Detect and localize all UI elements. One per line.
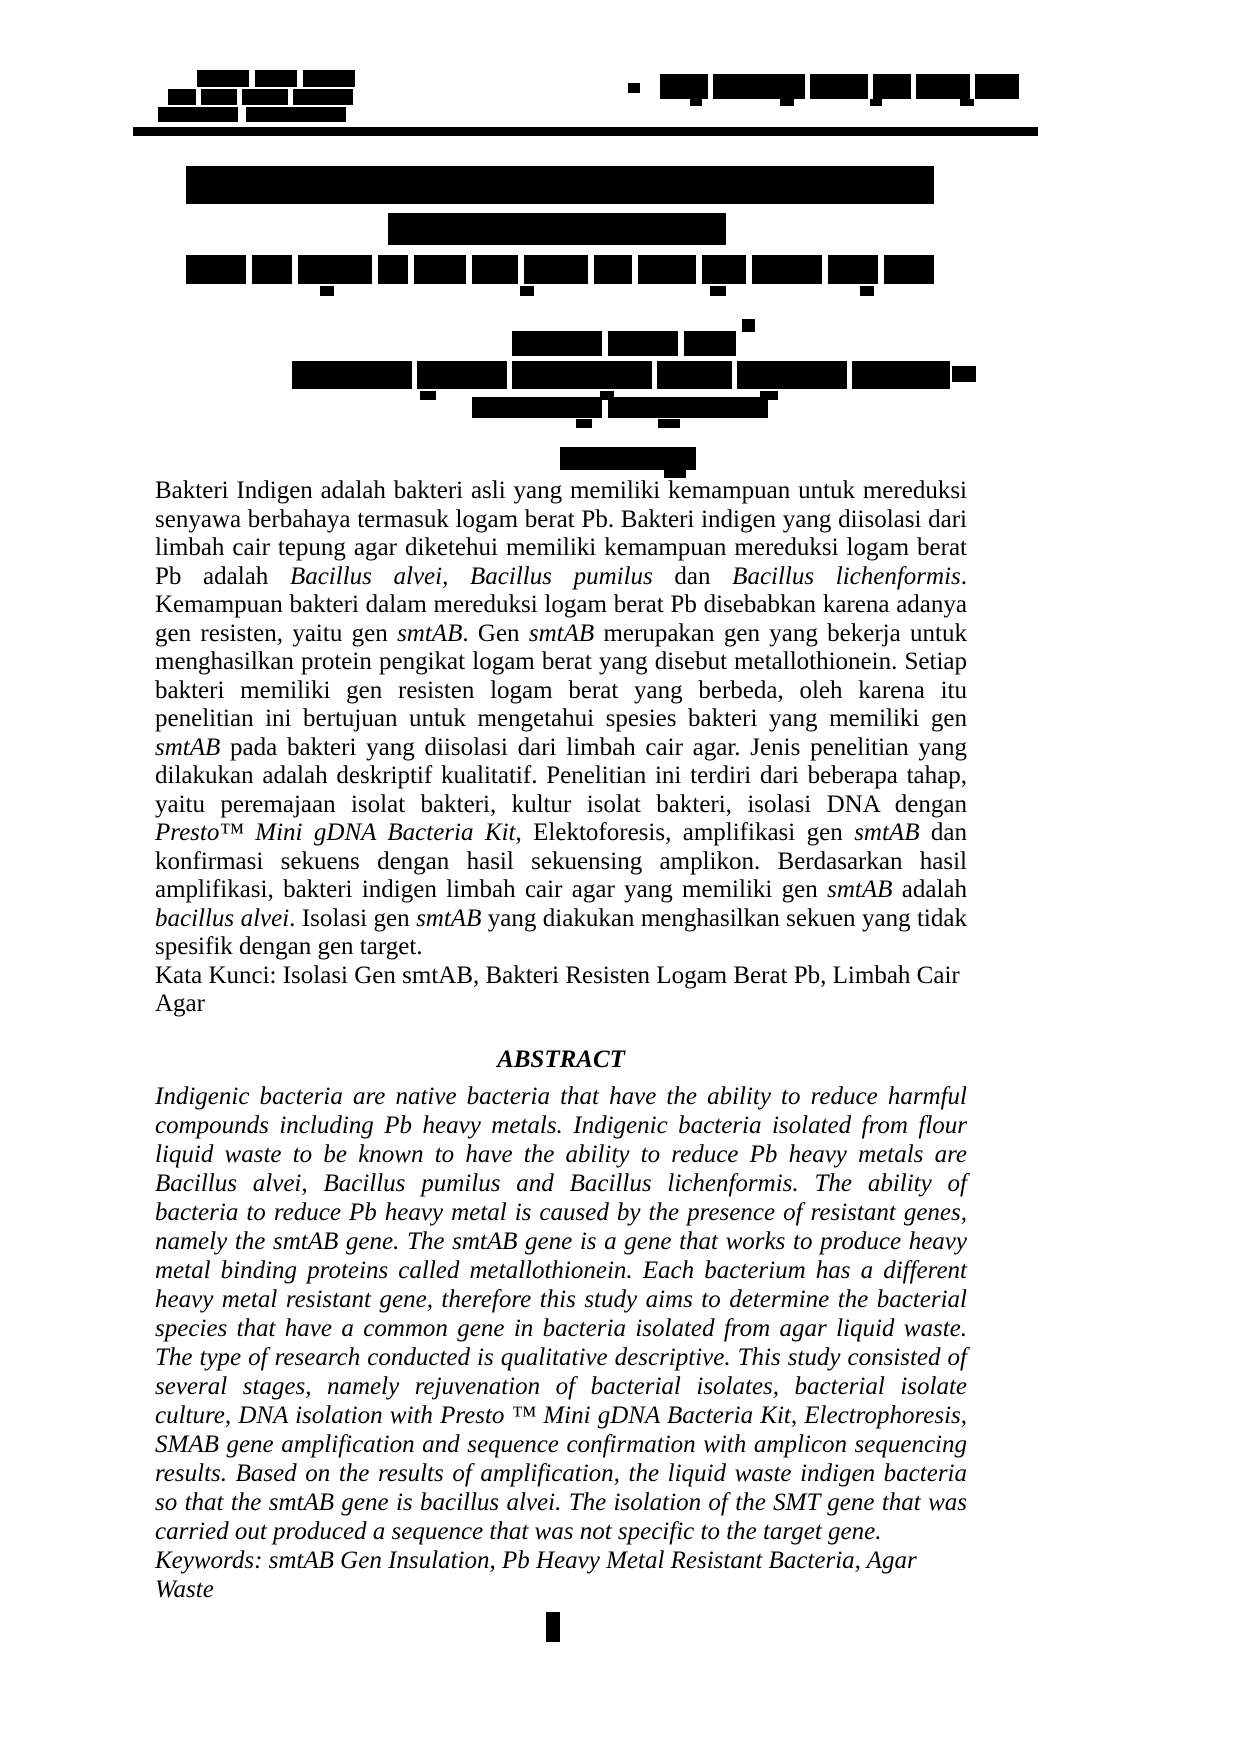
redaction-segment: [752, 255, 822, 284]
redaction-segment: [608, 397, 768, 418]
redaction-segment: [608, 331, 678, 356]
redaction-segment: [657, 361, 732, 389]
redaction-segment: [594, 255, 632, 284]
redaction-segment: [472, 397, 602, 418]
abstract-content: [155, 477, 967, 1604]
redaction-segment: [684, 331, 736, 356]
redaction-segment: [916, 74, 970, 99]
redaction-segment: [952, 366, 976, 382]
redacted-page-number: [546, 1612, 560, 1642]
redaction-segment: [186, 255, 246, 284]
redacted-title-line-1: [186, 166, 934, 204]
redaction-segment: [860, 286, 874, 296]
redaction-segment: [320, 286, 334, 296]
redaction-segment: [975, 74, 1019, 99]
kata-kunci-line: Kata Kunci: Isolasi Gen smtAB, Bakteri Resisten Logam Berat Pb, Limbah Cair Agar: [155, 961, 960, 1017]
redacted-title-line-2: [388, 213, 726, 245]
redaction-segment: [303, 70, 355, 87]
redaction-segment: [246, 107, 346, 122]
redaction-segment: [417, 361, 507, 389]
redaction-segment: [512, 361, 652, 389]
redaction-segment: [638, 255, 696, 284]
redaction-segment: [472, 255, 518, 284]
redaction-segment: [828, 255, 878, 284]
redaction-segment: [690, 99, 702, 106]
keywords-line: Keywords: smtAB Gen Insulation, Pb Heavy Metal Resistant Bacteria, Agar Waste: [155, 1546, 917, 1603]
redaction-segment: [960, 99, 974, 106]
redaction-segment: [737, 361, 847, 389]
redaction-segment: [197, 70, 249, 87]
redaction-superscript: [742, 319, 755, 332]
redaction-segment: [378, 255, 408, 284]
redaction-segment: [873, 74, 911, 99]
redaction-segment: [201, 89, 237, 105]
abstract-heading: ABSTRACT: [497, 1045, 625, 1073]
redaction-segment: [658, 419, 680, 428]
abstrak-indonesian-paragraph: Bakteri Indigen adalah bakteri asli yang memiliki kemampuan untuk mereduksi senyawa berbahaya termasuk logam berat Pb. Bakteri indigen yang diisolasi dari limbah cair tepung agar diketehui memiliki kemampuan mereduksi logam berat Pb adalah Bacillus alvei, Bacillus pumilus dan Bacillus lichenformis. Kemampuan bakteri dalam mereduksi logam berat Pb disebabkan karena adanya gen resisten, yaitu gen smtAB. Gen smtAB merupakan gen yang bekerja untuk menghasilkan protein pengikat logam berat yang disebut metallothionein. Setiap bakteri memiliki gen resisten logam berat yang berbeda, oleh karena itu penelitian ini bertujuan untuk mengetahui spesies bakteri yang memiliki gen smtAB pada bakteri yang diisolasi dari limbah cair agar. Jenis penelitian yang dilakukan adalah deskriptif kualitatif. Penelitian ini terdiri dari beberapa tahap, yaitu peremajaan isolat bakteri, kultur isolat bakteri, isolasi DNA dengan Presto™ Mini gDNA Bacteria Kit, Elektoforesis, amplifikasi gen smtAB dan konfirmasi sekuens dengan hasil sekuensing amplikon. Berdasarkan hasil amplifikasi, bakteri indigen limbah cair agar yang memiliki gen smtAB adalah bacillus alvei. Isolasi gen smtAB yang diakukan menghasilkan sekuen yang tidak spesifik dengan gen target.: [155, 477, 967, 960]
redaction-segment: [242, 89, 288, 105]
redaction-segment: [524, 255, 588, 284]
redaction-segment: [168, 89, 196, 105]
redaction-segment: [293, 89, 353, 105]
redaction-segment: [710, 286, 726, 296]
redaction-segment: [628, 83, 640, 93]
redaction-segment: [420, 391, 436, 400]
redaction-segment: [520, 286, 534, 296]
redaction-segment: [810, 74, 868, 99]
header-rule: [133, 127, 1038, 136]
redaction-segment: [780, 99, 794, 106]
redaction-segment: [414, 255, 466, 284]
redaction-segment: [660, 74, 708, 99]
redaction-segment: [852, 361, 950, 389]
redaction-segment: [884, 255, 934, 284]
redaction-segment: [870, 99, 882, 106]
redaction-segment: [576, 419, 592, 428]
redaction-segment: [292, 361, 412, 389]
abstract-english-paragraph: Indigenic bacteria are native bacteria that have the ability to reduce harmful compounds including Pb heavy metals. Indigenic bacteria isolated from flour liquid waste to be known to have the ability to reduce Pb heavy metals are Bacillus alvei, Bacillus pumilus and Bacillus lichenformis. The ability of bacteria to reduce Pb heavy metal is caused by the presence of resistant genes, namely the smtAB gene. The smtAB gene is a gene that works to produce heavy metal binding proteins called metallothionein. Each bacterium has a different heavy metal resistant gene, therefore this study aims to determine the bacterial species that have a common gene in bacteria isolated from agar liquid waste. The type of research conducted is qualitative descriptive. This study consisted of several stages, namely rejuvenation of bacterial isolates, bacterial isolate culture, DNA isolation with Presto ™ Mini gDNA Bacteria Kit, Electrophoresis, SMAB gene amplification and sequence confirmation with amplicon sequencing results. Based on the results of amplification, the liquid waste indigen bacteria so that the smtAB gene is bacillus alvei. The isolation of the SMT gene that was carried out produced a sequence that was not specific to the target gene.: [155, 1082, 967, 1545]
redaction-segment: [713, 74, 805, 99]
redaction-segment: [252, 255, 292, 284]
redaction-segment: [560, 447, 696, 470]
redaction-segment: [255, 70, 297, 87]
redaction-segment: [298, 255, 372, 284]
redaction-segment: [702, 255, 746, 284]
redaction-segment: [158, 107, 238, 122]
redaction-segment: [512, 331, 602, 356]
